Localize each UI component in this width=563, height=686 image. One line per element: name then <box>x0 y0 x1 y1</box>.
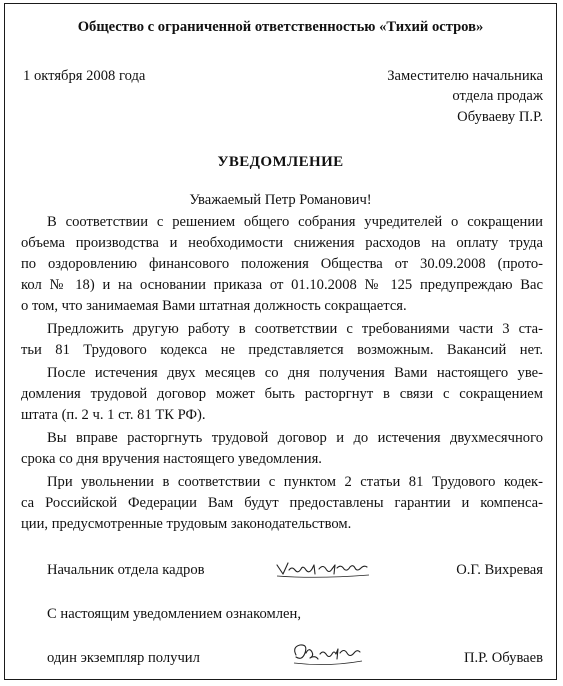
document-title: УВЕДОМЛЕНИЕ <box>217 154 344 170</box>
body-line: объема производства и необходимости снижения расходов на оплату труда <box>21 235 543 251</box>
acknowledgement-line-2: один экземпляр получил <box>47 650 200 666</box>
body-line: тьи 81 Трудового кодекса не представляется возможным. Вакансий нет. <box>21 342 543 358</box>
body-line: кол № 18) и на основании приказа от 01.10.2008 № 125 предупреждаю Вас <box>21 277 543 293</box>
document-page <box>4 3 557 680</box>
body-line: по оздоровлению финансового положения Общества от 30.09.2008 (прото- <box>21 256 543 272</box>
addressee-line-3: Обуваеву П.Р. <box>457 109 543 125</box>
hr-head-title: Начальник отдела кадров <box>47 562 205 578</box>
body-line: штата (п. 2 ч. 1 ст. 81 ТК РФ). <box>21 407 206 423</box>
body-line: срока со дня вручения настоящего уведомления. <box>21 451 322 467</box>
body-line: са Российской Федерации Вам будут предоставлены гарантии и компенса- <box>21 495 543 511</box>
hr-head-name: О.Г. Вихревая <box>456 562 543 578</box>
greeting: Уважаемый Петр Романович! <box>189 192 372 208</box>
body-line: В соответствии с решением общего собрания учредителей о сокращении <box>47 214 543 230</box>
acknowledgement-line-1: С настоящим уведомлением ознакомлен, <box>47 606 301 622</box>
hr-handwritten-signature <box>275 557 371 581</box>
employee-handwritten-signature <box>290 641 366 669</box>
body-line: домления трудовой договор может быть расторгнут в связи с сокращением <box>21 386 543 402</box>
addressee-line-2: отдела продаж <box>452 88 543 104</box>
document-date: 1 октября 2008 года <box>23 68 146 84</box>
body-line: о том, что занимаемая Вами штатная должность сокращается. <box>21 298 407 314</box>
employee-name: П.Р. Обуваев <box>463 650 543 666</box>
body-line: Предложить другую работу в соответствии с требованиями части 3 ста- <box>47 321 543 337</box>
company-header: Общество с ограниченной ответственностью «Тихий остров» <box>77 19 484 35</box>
body-line: При увольнении в соответствии с пунктом 2 статьи 81 Трудового кодек- <box>47 474 543 490</box>
body-line: ции, предусмотренные трудовым законодательством. <box>21 516 352 532</box>
addressee-line-1: Заместителю начальника <box>387 68 543 84</box>
body-line: Вы вправе расторгнуть трудовой договор и до истечения двухмесячного <box>47 430 543 446</box>
body-line: После истечения двух месяцев со дня получения Вами настоящего уве- <box>47 365 543 381</box>
